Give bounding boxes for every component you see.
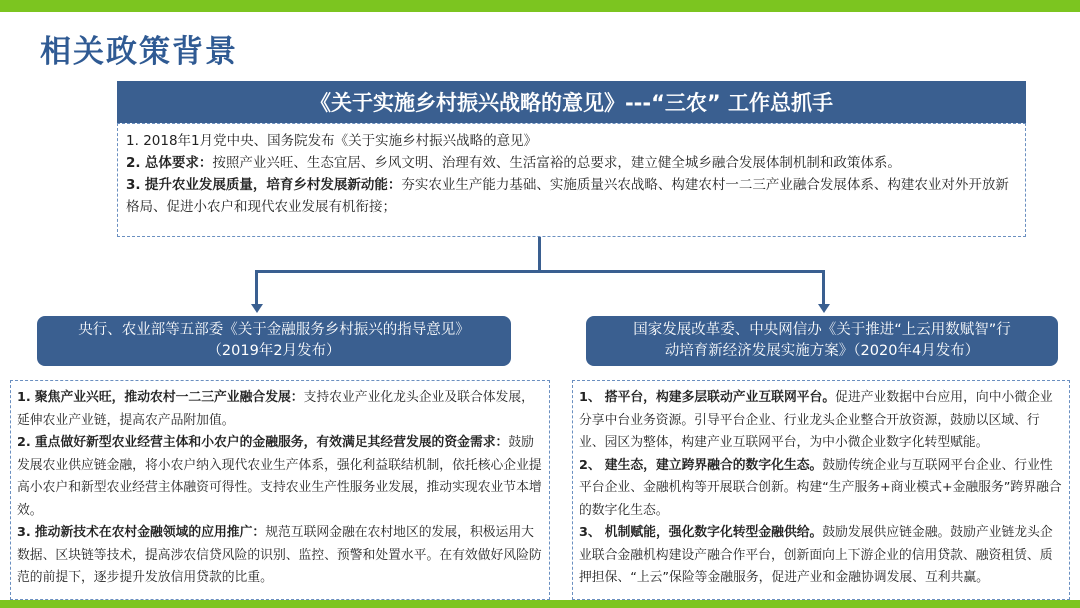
right-item-2 bbox=[579, 455, 1063, 523]
item-text: 支持农业产业化龙头企业及联合体发展，延伸农业产业链，提高农产品附加值。 bbox=[17, 390, 534, 428]
item-text: 2018年1月党中央、国务院发布《关于实施乡村振兴战略的意见》 bbox=[143, 133, 538, 149]
item-text: 鼓励发展农业供应链金融，将小农户纳入现代农业生产体系，强化利益联结机制，依托核心企业提高小农户和新型农业经营主体融资可得性。支持农业生产性服务业发展，推动实现农业节本增效。 bbox=[17, 435, 542, 518]
item-heading: 搭平台，构建多层联动产业互联网平台。 bbox=[604, 390, 836, 405]
item-text: 按照产业兴旺、生态宜居、乡风文明、治理有效、生活富裕的总要求，建立健全城乡融合发展体制机制和政策体系。 bbox=[212, 155, 901, 171]
item-text: 促进产业数据中台应用，向中小微企业分享中台业务资源。引导平台企业、行业龙头企业整合开放资源，鼓励以区域、行业、园区为整体，构建产业互联网平台，为中小微企业数字化转型赋能。 bbox=[579, 390, 1053, 450]
connector-right-down bbox=[822, 270, 825, 304]
item-text: 鼓励传统企业与互联网平台企业、行业性平台企业、金融机构等开展联合创新。构建“生产服务+商业模式+金融服务”跨界融合的数字化生态。 bbox=[579, 457, 1062, 518]
arrow-right-icon bbox=[818, 304, 830, 313]
connector-horizontal bbox=[255, 270, 825, 273]
left-banner-line1: 央行、农业部等五部委《关于金融服务乡村振兴的指导意见》 bbox=[78, 322, 470, 338]
item-heading: 总体要求： bbox=[144, 155, 213, 171]
item-number: 1. bbox=[17, 390, 31, 405]
top-accent-bar bbox=[0, 0, 1080, 12]
bottom-accent-bar bbox=[0, 600, 1080, 608]
connector-left-down bbox=[255, 270, 258, 304]
left-banner-line2: （2019年2月发布） bbox=[207, 343, 341, 359]
left-policy-banner bbox=[37, 316, 511, 366]
left-item-3 bbox=[17, 522, 543, 590]
item-number: 1. bbox=[126, 133, 139, 149]
item-text: 鼓励发展供应链金融。鼓励产业链龙头企业联合金融机构建设产融合作平台，创新面向上下游企业的信用贷款、融资租赁、质押担保、“上云”保险等金融服务，促进产业和金融协调发展、互利共赢。 bbox=[579, 525, 1053, 585]
item-heading: 建生态，建立跨界融合的数字化生态。 bbox=[604, 457, 823, 473]
item-heading: 推动新技术在农村金融领域的应用推广： bbox=[34, 525, 266, 540]
right-banner-line2: 动培育新经济发展实施方案》（2020年4月发布） bbox=[664, 343, 980, 359]
item-number: 3、 bbox=[579, 525, 601, 540]
item-number: 2. bbox=[17, 435, 31, 450]
item-heading: 重点做好新型农业经营主体和小农户的金融服务，有效满足其经营发展的资金需求： bbox=[34, 435, 509, 450]
item-number: 2、 bbox=[579, 457, 601, 473]
item-heading: 聚焦产业兴旺，推动农村一二三产业融合发展： bbox=[34, 390, 304, 405]
arrow-left-icon bbox=[251, 304, 263, 313]
item-number: 3. bbox=[17, 525, 31, 540]
main-item-1 bbox=[126, 130, 1017, 152]
right-policy-banner bbox=[586, 316, 1058, 366]
page-title: 相关政策背景 bbox=[40, 34, 238, 70]
main-policy-banner: 《关于实施乡村振兴战略的意见》---“三农” 工作总抓手 bbox=[117, 81, 1026, 123]
right-policy-box bbox=[572, 380, 1070, 600]
left-policy-box bbox=[10, 380, 550, 600]
connector-vertical-main bbox=[538, 237, 541, 271]
main-policy-box bbox=[117, 123, 1026, 237]
left-item-2 bbox=[17, 432, 543, 522]
item-text: 规范互联网金融在农村地区的发展，积极运用大数据、区块链等技术，提高涉农信贷风险的识别、监控、预警和处置水平。在有效做好风险防范的前提下，逐步提升发放信用贷款的比重。 bbox=[17, 525, 542, 585]
item-number: 2. bbox=[126, 155, 141, 171]
right-item-1 bbox=[579, 387, 1063, 455]
right-banner-line1: 国家发展改革委、中央网信办《关于推进“上云用数赋智”行 bbox=[633, 322, 1011, 338]
item-text: 夯实农业生产能力基础、实施质量兴农战略、构建农村一二三产业融合发展体系、构建农业对外开放新格局、促进小农户和现代农业发展有机衔接； bbox=[126, 177, 1009, 215]
item-heading: 机制赋能，强化数字化转型金融供给。 bbox=[604, 525, 823, 540]
item-number: 3. bbox=[126, 177, 141, 193]
left-item-1 bbox=[17, 387, 543, 432]
main-item-2 bbox=[126, 152, 1017, 174]
main-item-3 bbox=[126, 174, 1017, 218]
right-item-3 bbox=[579, 522, 1063, 590]
item-heading: 提升农业发展质量，培育乡村发展新动能： bbox=[144, 177, 402, 193]
item-number: 1、 bbox=[579, 390, 601, 405]
